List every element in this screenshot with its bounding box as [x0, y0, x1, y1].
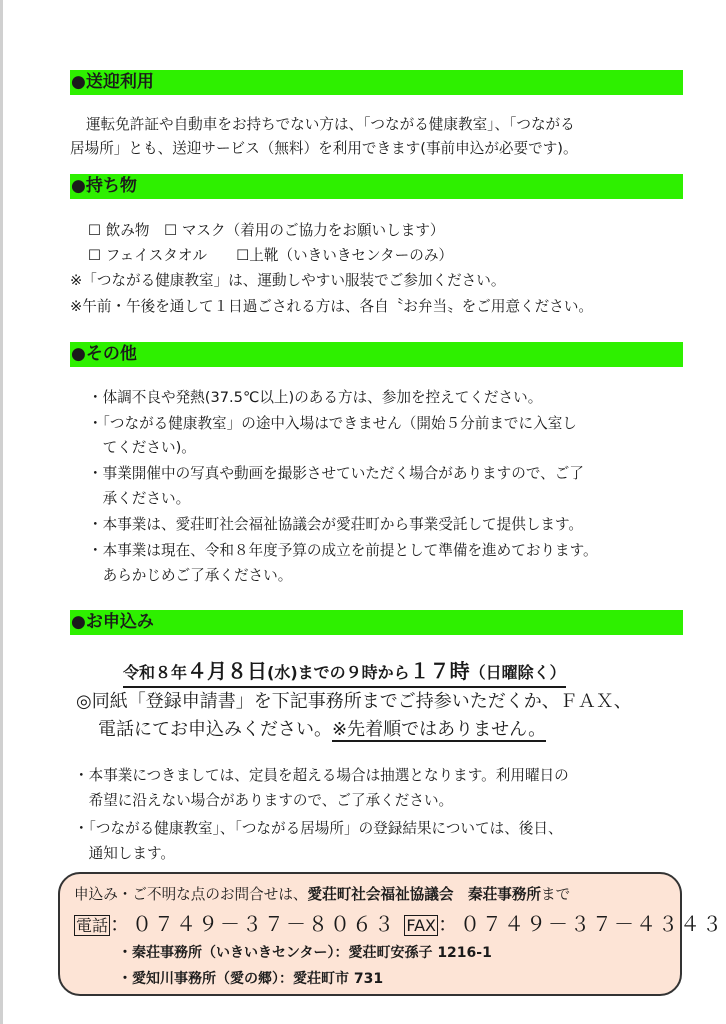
fax-number: ：０７４９－３７－４３４３: [438, 912, 725, 936]
apply-note: 通知します。: [74, 845, 175, 862]
apply-note: 希望に沿えない場合がありますので、ご了承ください。: [74, 792, 454, 809]
tel-label: 電話: [76, 916, 109, 935]
heading-text: お申込み: [85, 612, 154, 632]
heading-text: 送迎利用: [85, 72, 154, 92]
other-item: 承ください。: [88, 490, 191, 507]
page-left-edge: [0, 0, 3, 1024]
contact-intro: [74, 884, 570, 906]
bullet-mark: ●: [71, 72, 86, 92]
heading-text: 持ち物: [85, 176, 137, 196]
bullet-mark: ●: [71, 612, 86, 632]
bullet-mark: ●: [71, 176, 86, 196]
office-echigawa: ・愛知川事務所（愛の郷）：愛荘町市 731: [118, 971, 384, 987]
other-item: ・「つながる健康教室」の途中入場はできません（開始５分前までに入室し: [88, 415, 577, 432]
contact-box: [58, 872, 725, 996]
section-heading-other: [70, 342, 683, 367]
belongings-row-2: ☐ フェイスタオル ☐上靴（いきいきセンターのみ）: [88, 247, 454, 264]
deadline-time: １７時: [409, 659, 470, 683]
deadline-tail: （日曜除く）: [469, 663, 566, 682]
first-come-notice: ※先着順ではありません。: [332, 719, 547, 740]
other-item: ・本事業は現在、令和８年度予算の成立を前提として準備を進めております。: [88, 542, 598, 559]
application-deadline: [123, 658, 566, 688]
other-item: てください)。: [88, 439, 196, 456]
apply-note: ・「つながる健康教室」、「つながる居場所」の登録結果については、後日、: [74, 820, 563, 837]
contact-phone-fax: [74, 910, 724, 940]
transport-line-2: 居場所」とも、送迎サービス（無料）を利用できます(事前申込が必要です)。: [70, 140, 578, 157]
transport-line-1: 運転免許証や自動車をお持ちでない方は、「つながる健康教室」、「つながる: [86, 116, 575, 133]
fax-label: FAX: [406, 916, 437, 935]
belongings-row-1: ☐ 飲み物 ☐ マスク（着用のご協力をお願いします）: [88, 222, 445, 239]
apply-note: ・本事業につきましては、定員を超える場合は抽選となります。利用曜日の: [74, 767, 569, 784]
bullet-mark: ●: [71, 344, 86, 364]
other-item: ・体調不良や発熱(37.5℃以上)のある方は、参加を控えてください。: [88, 389, 543, 406]
contact-intro-text: 申込み・ご不明な点のお問合せは、: [74, 886, 308, 903]
office-hatasho: ・秦荘事務所（いきいきセンター）：愛荘町安孫子 1216-1: [118, 945, 492, 961]
section-heading-transport: [70, 70, 683, 95]
belongings-note-2: ※午前・午後を通して１日過ごされる方は、各自〝お弁当〟をご用意ください。: [70, 298, 594, 315]
deadline-middle: (水)までの９時から: [267, 663, 410, 682]
section-heading-belongings: [70, 174, 683, 199]
contact-organization: 愛荘町社会福祉協議会 秦荘事務所: [307, 886, 542, 903]
other-item: あらかじめご了承ください。: [88, 567, 293, 584]
apply-instruction-2: [98, 716, 546, 744]
apply-instruction-1: ◎同紙「登録申請書」を下記事務所までご持参いただくか、ＦＡＸ、: [76, 691, 632, 712]
tel-number: ：０７４９－３７－８０６３: [110, 912, 397, 936]
belongings-note-1: ※「つながる健康教室」は、運動しやすい服装でご参加ください。: [70, 272, 506, 289]
heading-text: その他: [85, 344, 137, 364]
apply-instruction-text: 電話にてお申込みください。: [98, 719, 332, 740]
contact-intro-suffix: まで: [541, 886, 571, 903]
section-heading-apply: [70, 610, 683, 635]
other-item: ・本事業は、愛荘町社会福祉協議会が愛荘町から事業受託して提供します。: [88, 516, 584, 533]
other-item: ・事業開催中の写真や動画を撮影させていただく場合がありますので、ご了: [88, 465, 584, 482]
deadline-era: 令和８年: [123, 663, 188, 682]
deadline-date: ４月８日: [187, 659, 268, 683]
